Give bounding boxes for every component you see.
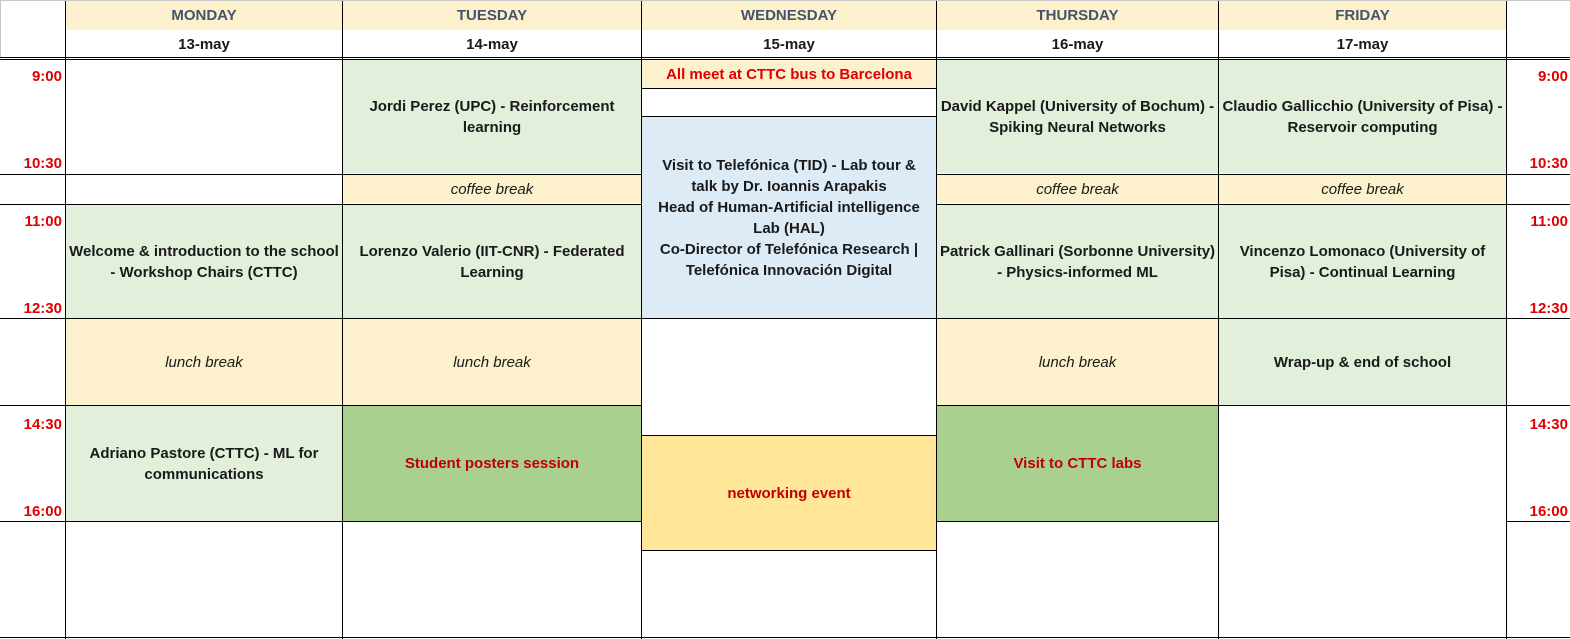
day-header-thursday: THURSDAY bbox=[937, 1, 1218, 30]
column-border bbox=[641, 1, 642, 639]
row-border bbox=[936, 204, 1219, 205]
row-border bbox=[936, 521, 1219, 522]
header-divider bbox=[0, 0, 1570, 1]
bottom-border bbox=[0, 637, 1570, 638]
time-label-right-1030: 10:30 bbox=[1529, 155, 1568, 172]
time-label-left-0900: 9:00 bbox=[31, 68, 62, 85]
column-border bbox=[1506, 1, 1507, 639]
session-wednesday-networking: networking event bbox=[642, 436, 936, 550]
day-date-monday: 13-may bbox=[66, 30, 342, 58]
row-border bbox=[0, 204, 342, 205]
row-border bbox=[342, 204, 642, 205]
row-border bbox=[342, 318, 642, 319]
session-friday-lomonaco: Vincenzo Lomonaco (University of Pisa) - Continual Learning bbox=[1219, 205, 1506, 318]
row-border bbox=[936, 318, 1219, 319]
column-border bbox=[65, 1, 66, 639]
row-border bbox=[641, 116, 937, 117]
day-header-friday: FRIDAY bbox=[1219, 1, 1506, 30]
column-border bbox=[936, 1, 937, 639]
row-border bbox=[0, 174, 342, 175]
time-label-left-1100: 11:00 bbox=[24, 213, 62, 230]
session-thursday-kappel: David Kappel (University of Bochum) - Spiking Neural Networks bbox=[937, 60, 1218, 173]
day-date-tuesday: 14-may bbox=[343, 30, 641, 58]
row-border bbox=[641, 550, 937, 551]
row-border bbox=[641, 435, 937, 436]
time-label-right-1100: 11:00 bbox=[1530, 213, 1568, 230]
row-border bbox=[641, 318, 937, 319]
row-border bbox=[641, 88, 937, 89]
session-thursday-labs: Visit to CTTC labs bbox=[937, 406, 1218, 521]
time-label-right-1230: 12:30 bbox=[1529, 300, 1568, 317]
row-border bbox=[1218, 204, 1570, 205]
time-label-left-1030: 10:30 bbox=[23, 155, 62, 172]
row-border bbox=[1218, 174, 1570, 175]
session-tuesday-valerio: Lorenzo Valerio (IIT-CNR) - Federated Learning bbox=[343, 205, 641, 318]
row-border bbox=[936, 405, 1219, 406]
day-date-wednesday: 15-may bbox=[642, 30, 936, 58]
header-border bbox=[0, 57, 1570, 58]
session-tuesday-lunch: lunch break bbox=[343, 319, 641, 405]
session-tuesday-perez: Jordi Perez (UPC) - Reinforcement learning bbox=[343, 60, 641, 173]
session-monday-pastore: Adriano Pastore (CTTC) - ML for communications bbox=[66, 406, 342, 521]
session-wednesday-bus: All meet at CTTC bus to Barcelona bbox=[642, 60, 936, 88]
row-border bbox=[0, 318, 342, 319]
day-date-thursday: 16-may bbox=[937, 30, 1218, 58]
time-label-right-1600: 16:00 bbox=[1529, 503, 1568, 520]
row-border bbox=[1506, 521, 1570, 522]
session-monday-lunch: lunch break bbox=[66, 319, 342, 405]
session-thursday-lunch: lunch break bbox=[937, 319, 1218, 405]
day-header-tuesday: TUESDAY bbox=[343, 1, 641, 30]
row-border bbox=[342, 174, 642, 175]
session-thursday-coffee: coffee break bbox=[937, 175, 1218, 203]
time-label-left-1430: 14:30 bbox=[23, 416, 62, 433]
column-border bbox=[1218, 1, 1219, 639]
row-border bbox=[1218, 318, 1570, 319]
row-border bbox=[342, 521, 642, 522]
row-border bbox=[342, 405, 642, 406]
session-friday-gallicchio: Claudio Gallicchio (University of Pisa) - Reservoir computing bbox=[1219, 60, 1506, 173]
day-header-monday: MONDAY bbox=[66, 1, 342, 30]
row-border bbox=[1218, 405, 1570, 406]
row-border bbox=[936, 174, 1219, 175]
time-label-left-1230: 12:30 bbox=[23, 300, 62, 317]
time-label-right-1430: 14:30 bbox=[1529, 416, 1568, 433]
session-thursday-gallinari: Patrick Gallinari (Sorbonne University) - Physics-informed ML bbox=[937, 205, 1218, 318]
header-divider bbox=[0, 0, 1, 58]
session-tuesday-coffee: coffee break bbox=[343, 175, 641, 203]
session-monday-welcome: Welcome & introduction to the school - Workshop Chairs (CTTC) bbox=[66, 205, 342, 318]
day-date-friday: 17-may bbox=[1219, 30, 1506, 58]
header-border bbox=[0, 59, 1570, 60]
column-border bbox=[342, 1, 343, 639]
row-border bbox=[0, 521, 342, 522]
time-label-left-1600: 16:00 bbox=[23, 503, 62, 520]
day-header-wednesday: WEDNESDAY bbox=[642, 1, 936, 30]
session-friday-wrapup: Wrap-up & end of school bbox=[1219, 319, 1506, 405]
session-wednesday-visit: Visit to Telefónica (TID) - Lab tour & talk by Dr. Ioannis Arapakis Head of Human-Artificial intelligence Lab (HAL) Co-Director of Telefónica Research | Telefónica Innovación Digital bbox=[642, 117, 936, 318]
row-border bbox=[0, 405, 342, 406]
session-tuesday-posters: Student posters session bbox=[343, 406, 641, 521]
time-label-right-0900: 9:00 bbox=[1537, 68, 1568, 85]
session-friday-coffee: coffee break bbox=[1219, 175, 1506, 203]
